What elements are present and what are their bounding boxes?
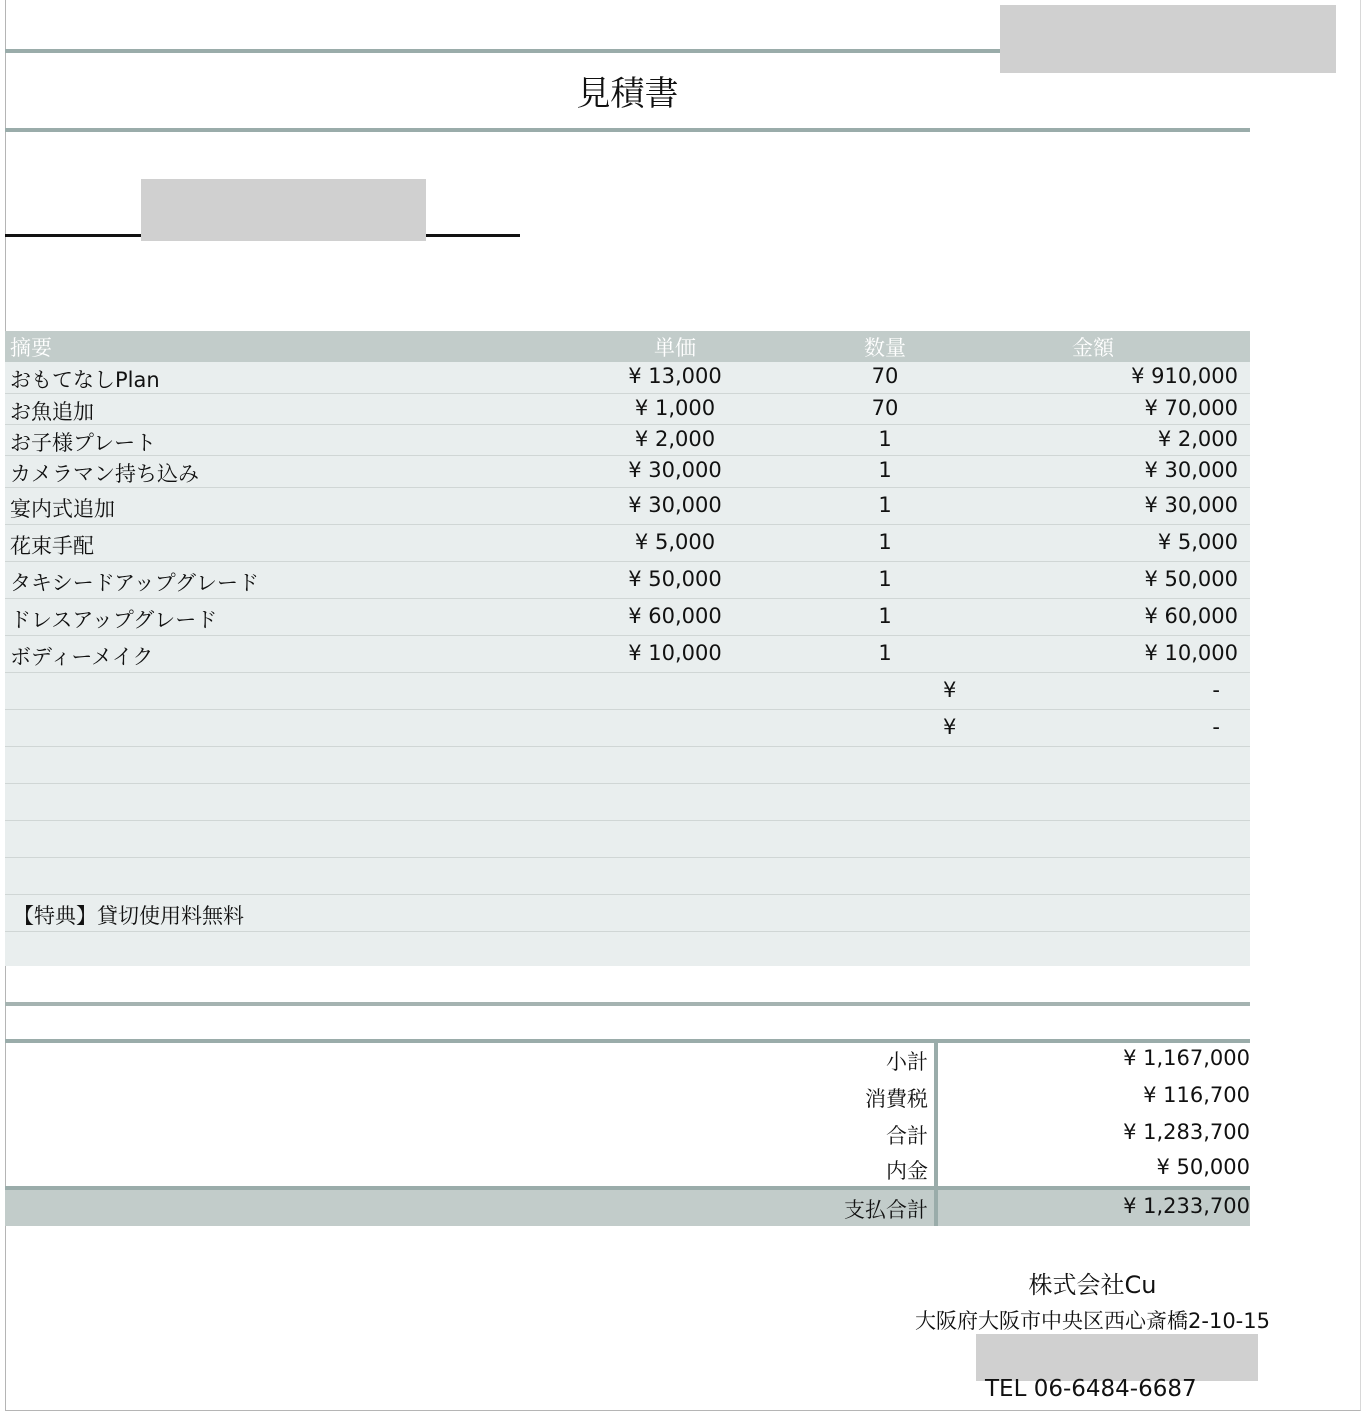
row-quantity: 1	[878, 493, 892, 517]
deposit-value: ¥ 50,000	[1156, 1155, 1250, 1179]
row-quantity: 1	[878, 458, 892, 482]
row-quantity: 1	[878, 604, 892, 628]
row-unit-price: ¥ 2,000	[634, 427, 716, 451]
totals-top-rule	[5, 1039, 1250, 1043]
total-value: ¥ 1,283,700	[1123, 1120, 1250, 1144]
row-amount-yen: ¥	[943, 678, 957, 702]
row-description: お魚追加	[10, 400, 94, 424]
row-quantity: 1	[878, 567, 892, 591]
table-row	[5, 858, 1250, 895]
row-quantity: 1	[878, 530, 892, 554]
subtotal-label: 小計	[886, 1050, 928, 1074]
row-description: 宴内式追加	[10, 497, 115, 521]
table-row	[5, 821, 1250, 858]
row-quantity: 1	[878, 427, 892, 451]
payment-total-label: 支払合計	[844, 1198, 928, 1222]
row-unit-price: ¥ 60,000	[628, 604, 722, 628]
tax-value: ¥ 116,700	[1143, 1083, 1250, 1107]
row-amount: ¥ 50,000	[1144, 567, 1238, 591]
table-row	[5, 525, 1250, 562]
table-row	[5, 932, 1250, 966]
row-amount-yen: ¥	[943, 715, 957, 739]
row-unit-price: ¥ 13,000	[628, 364, 722, 388]
row-amount: ¥ 5,000	[1157, 530, 1238, 554]
items-table	[5, 331, 1250, 966]
row-description: ドレスアップグレード	[10, 608, 218, 632]
row-amount-dash: -	[1212, 678, 1220, 702]
table-row	[5, 710, 1250, 747]
table-row	[5, 562, 1250, 599]
row-description: おもてなしPlan	[10, 368, 160, 392]
row-unit-price: ¥ 30,000	[628, 493, 722, 517]
total-label: 合計	[886, 1124, 928, 1148]
totals-divider	[934, 1043, 938, 1226]
company-address: 大阪府大阪市中央区西心斎橋2-10-15	[915, 1309, 1270, 1333]
redacted-contact	[976, 1334, 1258, 1381]
company-name: 株式会社Cu	[1028, 1271, 1157, 1299]
row-amount: ¥ 2,000	[1157, 427, 1238, 451]
deposit-label: 内金	[886, 1159, 928, 1183]
header-quantity: 数量	[864, 336, 906, 360]
top-rule	[5, 49, 1000, 53]
row-quantity: 70	[871, 364, 899, 388]
table-row	[5, 599, 1250, 636]
special-note: 【特典】貸切使用料無料	[13, 904, 244, 928]
table-row	[5, 456, 1250, 488]
redacted-recipient	[141, 179, 426, 241]
row-unit-price: ¥ 10,000	[628, 641, 722, 665]
table-row	[5, 784, 1250, 821]
table-row	[5, 362, 1250, 394]
table-header	[5, 331, 1250, 362]
table-row	[5, 394, 1250, 425]
row-unit-price: ¥ 30,000	[628, 458, 722, 482]
row-amount: ¥ 30,000	[1144, 458, 1238, 482]
subtotal-value: ¥ 1,167,000	[1123, 1046, 1250, 1070]
row-unit-price: ¥ 50,000	[628, 567, 722, 591]
payment-total-value: ¥ 1,233,700	[1123, 1194, 1250, 1218]
table-row	[5, 673, 1250, 710]
row-description: カメラマン持ち込み	[10, 462, 199, 486]
row-description: タキシードアップグレード	[10, 571, 260, 595]
row-quantity: 1	[878, 641, 892, 665]
row-amount: ¥ 70,000	[1144, 396, 1238, 420]
title-rule	[5, 128, 1250, 132]
table-row	[5, 636, 1250, 673]
row-amount: ¥ 60,000	[1144, 604, 1238, 628]
table-bottom-rule	[5, 1002, 1250, 1006]
header-description: 摘要	[10, 336, 52, 360]
table-row	[5, 488, 1250, 525]
row-unit-price: ¥ 1,000	[634, 396, 716, 420]
row-amount: ¥ 910,000	[1131, 364, 1238, 388]
table-row	[5, 747, 1250, 784]
row-unit-price: ¥ 5,000	[634, 530, 716, 554]
row-description: 花束手配	[10, 534, 94, 558]
row-description: お子様プレート	[10, 431, 157, 455]
company-tel: TEL 06-6484-6687	[985, 1376, 1197, 1402]
header-unit-price: 単価	[654, 336, 696, 360]
document-title: 見積書	[576, 74, 679, 114]
table-row	[5, 425, 1250, 456]
row-amount: ¥ 10,000	[1144, 641, 1238, 665]
row-amount-dash: -	[1212, 715, 1220, 739]
redacted-block	[1000, 5, 1336, 73]
header-amount: 金額	[1072, 336, 1114, 360]
row-amount: ¥ 30,000	[1144, 493, 1238, 517]
row-quantity: 70	[871, 396, 899, 420]
row-description: ボディーメイク	[10, 645, 154, 669]
table-row	[5, 895, 1250, 932]
tax-label: 消費税	[865, 1087, 928, 1111]
